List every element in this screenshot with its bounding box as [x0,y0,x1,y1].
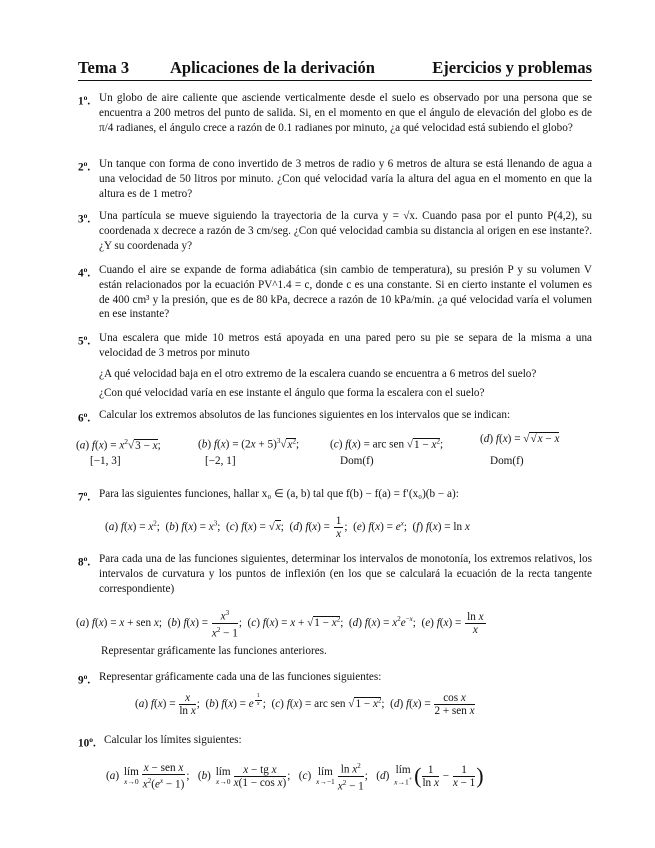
exercise-number: 6$^o$. [78,410,91,425]
limits-10: (a) lím x→0 $\frac{\text{x − sen x}}{x^2(e^x - 1)}$ ; (b) lím x→0 $\frac{\text{x − tg x}}{\text{x(1 − cos x)}}$ ; (c) lím x→−1 $\frac{\ln x^2}{x^2 - 1}$ ; (d) lím x→1+ ( $\frac{1}{\text{ln x}}$ − $\frac{1}{x - 1}$ ) [106,761,484,793]
exercise-number: 5$^o$. [78,333,91,348]
functions-6d: (d) f(x) = √√x − x [480,433,560,445]
topic-title: Aplicaciones de la derivación [170,58,375,77]
exercise-3 [78,209,592,253]
functions-7: (a) $f(x) = x^2$; (b) $f(x) = x^3$; (c) f(x) = √x; (d) f(x) = $\frac{1}{x}$ ; (e) $f(x) = e^x$; (f) f(x) = ln x [105,515,470,540]
exercise-text: Calcular los límites siguientes: [104,734,242,746]
interval-6d: Dom(f) [490,455,524,467]
exercise-question-a: ¿A qué velocidad baja en el otro extremo de la escalera cuando se encuentra a 6 metros del suelo? [99,367,537,380]
topic-label: Tema 3 [78,58,130,77]
exercise-text: Para cada una de las funciones siguientes, determinar los intervalos de monotonía, los extremos relativos, los intervalos de curvatura y los puntos de inflexión (en los que se calculará la ecuación de la recta tangente correspondiente) [99,553,592,595]
exercise-10 [78,733,592,748]
exercise-number: 2$^o$. [78,159,91,174]
exercise-number: 4$^o$. [78,265,91,280]
functions-6a: (a) $f(x) = x^2√3 - x$; [76,437,161,452]
exercise-text: Un globo de aire caliente que asciende verticalmente desde el suelo es observado por una persona que se encuentra a 200 metros del punto de salida. Si, en el momento en que el ángulo de elevación del globo es de π/4 radianes, el ángulo crece a razón de 0.1 radianes por minuto, ¿a qué velocidad está subiendo el globo? [99,92,592,134]
exercise-question-b: ¿Con qué velocidad varía en ese instante el ángulo que forma la escalera con el suelo? [99,387,485,400]
exercise-text: Cuando el aire se expande de forma adiabática (sin cambio de temperatura), su presión P y su volumen V están relacionados por la ecuación PV^1.4 = c, donde c es una constante. Si en cierto instante el volumen es de 400 cm³ y la presión, que es de 80 kPa, decrece a razón de 10 kPa/min. ¿a qué velocidad varía el volumen en ese instante? [99,264,592,321]
functions-6b: (b) $f(x) = (2x + 5)^3√x^2$; [198,437,300,451]
section-label: Ejercicios y problemas [432,58,592,77]
exercise-text: Para las siguientes funciones, hallar x₀ ∈ (a, b) tal que f(b) − f(a) = f′(x₀)(b − a): [99,488,459,500]
exercise-1 [78,91,592,135]
exercise-8 [78,552,592,596]
exercise-text: Calcular los extremos absolutos de las funciones siguientes en los intervalos que se indican: [99,409,511,421]
exercise-number: 9$^o$. [78,672,91,687]
exercise-9 [78,670,592,685]
interval-6b: [−2, 1] [205,455,236,467]
exercise-text: Representar gráficamente cada una de las funciones siguientes: [99,671,382,683]
exercise-number: 3$^o$. [78,211,91,226]
exercise-7 [78,487,592,502]
exercise-2 [78,157,592,201]
exercise-number: 7$^o$. [78,489,91,504]
interval-6a: [−1, 3] [90,455,121,467]
functions-6c: (c) f(x) = arc sen $√1 - x^2$; [330,437,444,451]
exercise-4 [78,263,592,322]
functions-8: (a) f(x) = x + sen x; (b) f(x) = $\frac{x^3}{x^2 - 1}$ ; (c) $f(x) = x + √1 - x^2$; (d) $f(x) = x^2e^{-x}$; (e) f(x) = $\frac{\text{ln x}}{x}$ [76,609,484,640]
exercise-text: Un tanque con forma de cono invertido de 3 metros de radio y 6 metros de altura se está llenando de agua a una velocidad de 50 litros por minuto. ¿Con qué velocidad varía la altura del agua en el momento en que la altura es de 1 metro? [99,158,592,200]
exercise-6 [78,408,592,423]
exercise-text: Una partícula se mueve siguiendo la trayectoria de la curva y = √x. Cuando pasa por el punto P(4,2), su coordenada x decrece a razón de 3 cm/seg. ¿Con qué velocidad cambia su distancia al origen en ese instante?. ¿Y su coordenada y? [99,210,592,252]
exercise-number: 1$^o$. [78,93,91,108]
header-rule [78,80,592,81]
exercise-number: 10$^o$. [78,735,96,750]
exercise-5 [78,331,592,401]
functions-9: (a) f(x) = $\frac{x}{\text{ln x}}$ ; (b) f(x) = e $^{\frac{1}{x}}$ ; (c) f(x) = arc sen $√1 - x^2$; (d) f(x) = $\frac{\text{cos x}}{\text{2 + sen x}}$ [135,692,475,717]
exercise-number: 8$^o$. [78,554,91,569]
exercise-text: Una escalera que mide 10 metros está apoyada en una pared pero su pie se separa de la misma a una velocidad de 3 metros por minuto [99,332,592,359]
interval-6c: Dom(f) [340,455,374,467]
page-header [78,58,592,80]
exercise-8-note: Representar gráficamente las funciones anteriores. [101,645,327,657]
